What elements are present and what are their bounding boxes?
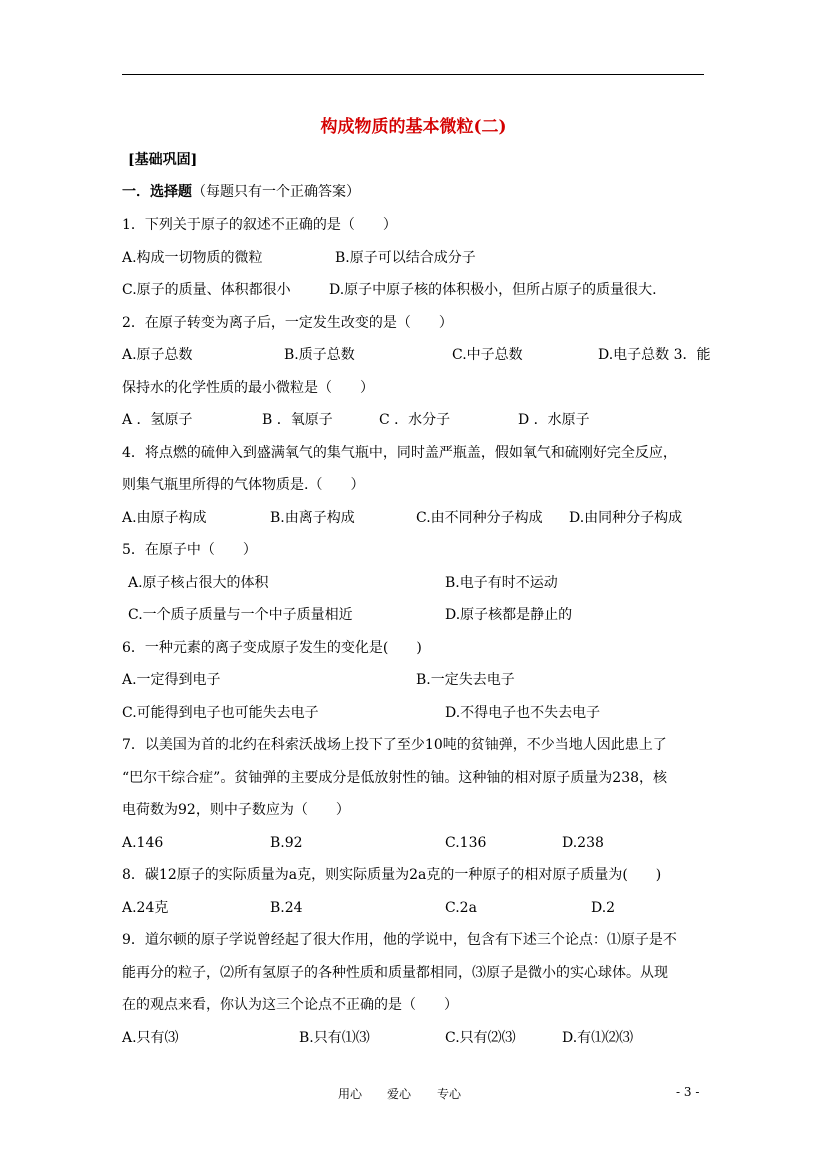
q3-option-c: C ．水分子: [379, 412, 451, 428]
q4-option-c: C.由不同种分子构成: [416, 510, 543, 526]
question-3-stem: 保持水的化学性质的最小微粒是（ ）: [122, 380, 374, 396]
question-7-stem-line2: “巴尔干综合症”。贫铀弹的主要成分是低放射性的铀。这种铀的相对原子质量为238，核: [122, 770, 668, 786]
question-8-stem: 8．碳12原子的实际质量为a克，则实际质量为2a克的一种原子的相对原子质量为( ): [122, 867, 662, 883]
part-note: （每题只有一个正确答案）: [192, 184, 360, 200]
q4-option-d: D.由同种分子构成: [569, 510, 683, 526]
part-label: 一．选择题: [122, 184, 192, 200]
q1-option-a: A.构成一切物质的微粒: [122, 250, 263, 266]
q9-option-a: A.只有⑶: [122, 1030, 179, 1046]
question-3-stem-start: 3．能: [673, 347, 711, 363]
q8-option-b: B.24: [270, 900, 303, 916]
q9-option-d: D.有⑴⑵⑶: [562, 1030, 634, 1046]
q2-option-d-text: D.电子总数: [598, 347, 670, 363]
question-1-stem: 1．下列关于原子的叙述不正确的是（ ）: [122, 217, 397, 233]
q1-option-b: B.原子可以结合成分子: [335, 250, 476, 266]
question-7-stem-line1: 7．以美国为首的北约在科索沃战场上投下了至少10吨的贫铀弹，不少当地人因此患上了: [122, 737, 667, 753]
question-2-stem: 2．在原子转变为离子后，一定发生改变的是（ ）: [122, 315, 453, 331]
q7-option-c: C.136: [445, 835, 487, 851]
q3-option-d: D ．水原子: [518, 412, 590, 428]
q9-option-c: C.只有⑵⑶: [445, 1030, 516, 1046]
page-number: - 3 -: [676, 1085, 700, 1099]
question-9-stem-line1: 9．道尔顿的原子学说曾经起了很大作用，他的学说中，包含有下述三个论点：⑴原子是不: [122, 932, 677, 948]
q5-option-a: A.原子核占很大的体积: [128, 575, 269, 591]
q6-option-a: A.一定得到电子: [122, 672, 221, 688]
footer-motto-3: 专心: [437, 1087, 462, 1101]
question-9-stem-line3: 在的观点来看，你认为这三个论点不正确的是（ ）: [122, 997, 458, 1013]
question-9-stem-line2: 能再分的粒子，⑵所有氢原子的各种性质和质量都相同，⑶原子是微小的实心球体。从现: [122, 965, 668, 981]
question-6-stem: 6．一种元素的离子变成原子发生的变化是( ): [122, 640, 422, 656]
page-title: 构成物质的基本微粒(二): [320, 117, 507, 137]
q3-option-b: B ．氧原子: [262, 412, 333, 428]
question-4-stem-line2: 则集气瓶里所得的气体物质是.（ ）: [122, 477, 365, 493]
q6-option-d: D.不得电子也不失去电子: [445, 705, 601, 721]
question-4-stem-line1: 4．将点燃的硫伸入到盛满氧气的集气瓶中，同时盖严瓶盖，假如氧气和硫刚好完全反应，: [122, 445, 677, 461]
q6-option-c: C.可能得到电子也可能失去电子: [122, 705, 319, 721]
q8-option-a: A.24克: [122, 900, 169, 916]
q2-option-b: B.质子总数: [284, 347, 355, 363]
footer-motto-2: 爱心: [387, 1087, 412, 1101]
header-rule: [122, 74, 704, 75]
q9-option-b: B.只有⑴⑶: [299, 1030, 370, 1046]
footer-motto-1: 用心: [338, 1087, 363, 1101]
q5-option-b: B.电子有时不运动: [445, 575, 558, 591]
q1-option-d: D.原子中原子核的体积极小，但所占原子的质量很大.: [329, 282, 657, 298]
q8-option-c: C.2a: [445, 900, 477, 916]
q4-option-a: A.由原子构成: [122, 510, 207, 526]
q2-option-a: A.原子总数: [122, 347, 193, 363]
q1-option-c: C.原子的质量、体积都很小: [122, 282, 291, 298]
q5-option-d: D.原子核都是静止的: [445, 607, 573, 623]
q8-option-d: D.2: [591, 900, 616, 916]
question-5-stem: 5．在原子中（ ）: [122, 542, 257, 558]
q5-option-c: C.一个质子质量与一个中子质量相近: [128, 607, 353, 623]
section-heading: [基础巩固]: [128, 152, 198, 168]
q7-option-b: B.92: [270, 835, 303, 851]
q3-option-a: A ．氢原子: [122, 412, 193, 428]
q4-option-b: B.由离子构成: [270, 510, 355, 526]
part-heading: [122, 183, 360, 201]
q2-option-c: C.中子总数: [452, 347, 523, 363]
q7-option-d: D.238: [562, 835, 604, 851]
q6-option-b: B.一定失去电子: [416, 672, 515, 688]
q7-option-a: A.146: [122, 835, 164, 851]
q2-option-d: [598, 346, 711, 364]
question-7-stem-line3: 电荷数为92，则中子数应为（ ）: [122, 802, 350, 818]
